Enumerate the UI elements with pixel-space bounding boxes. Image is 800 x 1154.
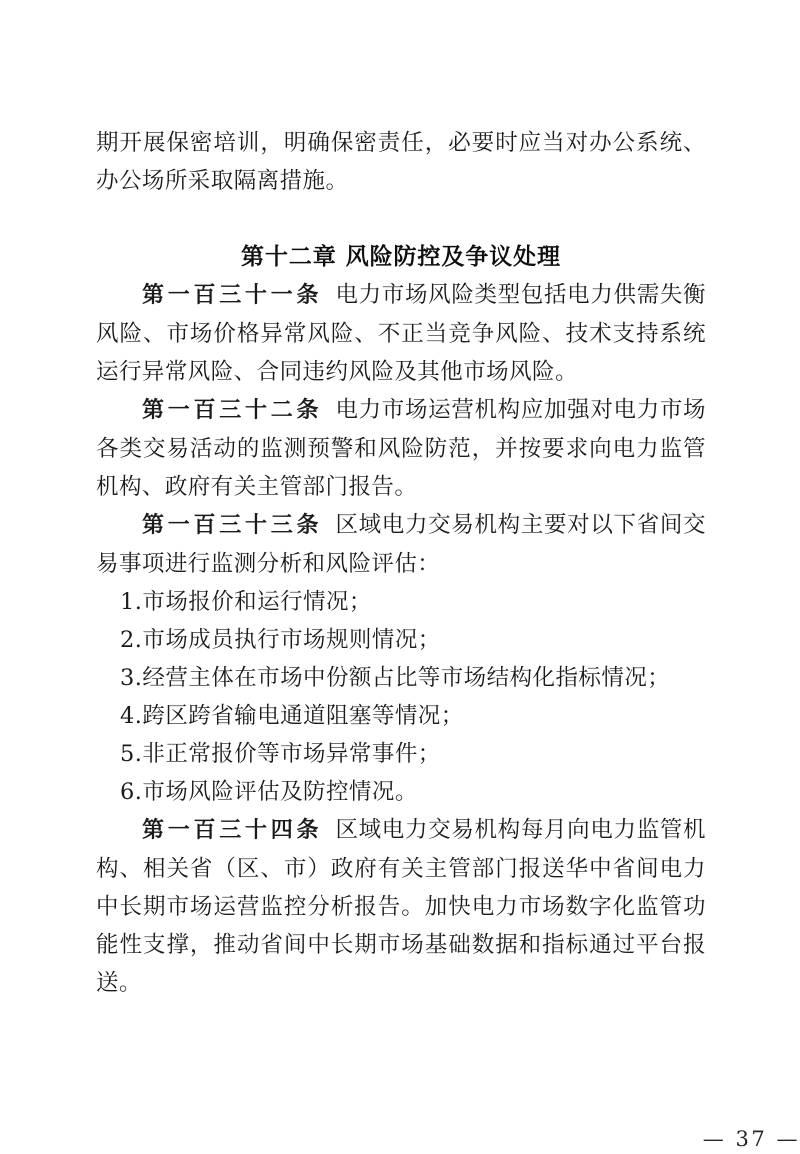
article-paragraph-133	[96, 506, 706, 583]
article-body-131: 电力市场风险类型包括电力供需失衡风险、市场价格异常风险、不正当竞争风险、技术支持系统运行异常风险、合同违约风险及其他市场风险。	[96, 282, 707, 385]
list-item	[96, 773, 706, 811]
page-number-footer: — 37 —	[702, 1127, 800, 1151]
list-item-number: 4.	[120, 703, 143, 729]
article-label-134: 第一百三十四条	[142, 818, 323, 843]
list-item-text: 非正常报价等市场异常事件；	[142, 741, 441, 767]
list-item	[96, 583, 706, 621]
article-label-131: 第一百三十一条	[142, 283, 323, 308]
list-item	[96, 659, 706, 697]
list-item-number: 6.	[120, 779, 143, 805]
chapter-heading: 第十二章 风险防控及争议处理	[241, 244, 561, 270]
list-item-number: 5.	[120, 741, 143, 767]
monitoring-item-list	[96, 583, 706, 811]
continued-paragraph: 期开展保密培训，明确保密责任，必要时应当对办公系统、办公场所采取隔离措施。	[96, 130, 706, 194]
list-item-number: 2.	[120, 627, 143, 653]
article-label-133: 第一百三十三条	[142, 513, 323, 538]
list-item-text: 跨区跨省输电通道阻塞等情况；	[142, 703, 464, 729]
page-content	[96, 124, 800, 1151]
article-paragraph-134	[96, 811, 706, 1002]
list-item-text: 经营主体在市场中份额占比等市场结构化指标情况；	[142, 665, 671, 691]
list-item	[96, 697, 706, 735]
article-body-134: 区域电力交易机构每月向电力监管机构、相关省（区、市）政府有关主管部门报送华中省间电力中长期市场运营监控分析报告。加快电力市场数字化监管功能性支撑，推动省间中长期市场基础数据和指标通过平台报送。	[96, 817, 707, 996]
list-item-text: 市场成员执行市场规则情况；	[142, 627, 441, 653]
list-item-number: 3.	[120, 665, 143, 691]
article-body-133: 区域电力交易机构主要对以下省间交易事项进行监测分析和风险评估：	[96, 512, 707, 577]
list-item	[96, 621, 706, 659]
list-item-number: 1.	[120, 589, 143, 615]
article-paragraph-131	[96, 276, 706, 391]
list-item	[96, 735, 706, 773]
article-body-132: 电力市场运营机构应加强对电力市场各类交易活动的监测预警和风险防范，并按要求向电力监管机构、政府有关主管部门报告。	[96, 397, 707, 500]
spacer-before-chapter-heading	[96, 200, 706, 238]
list-item-text: 市场报价和运行情况；	[142, 589, 372, 615]
article-label-132: 第一百三十二条	[142, 398, 323, 423]
list-item-text: 市场风险评估及防控情况。	[142, 779, 418, 805]
article-paragraph-132	[96, 391, 706, 506]
